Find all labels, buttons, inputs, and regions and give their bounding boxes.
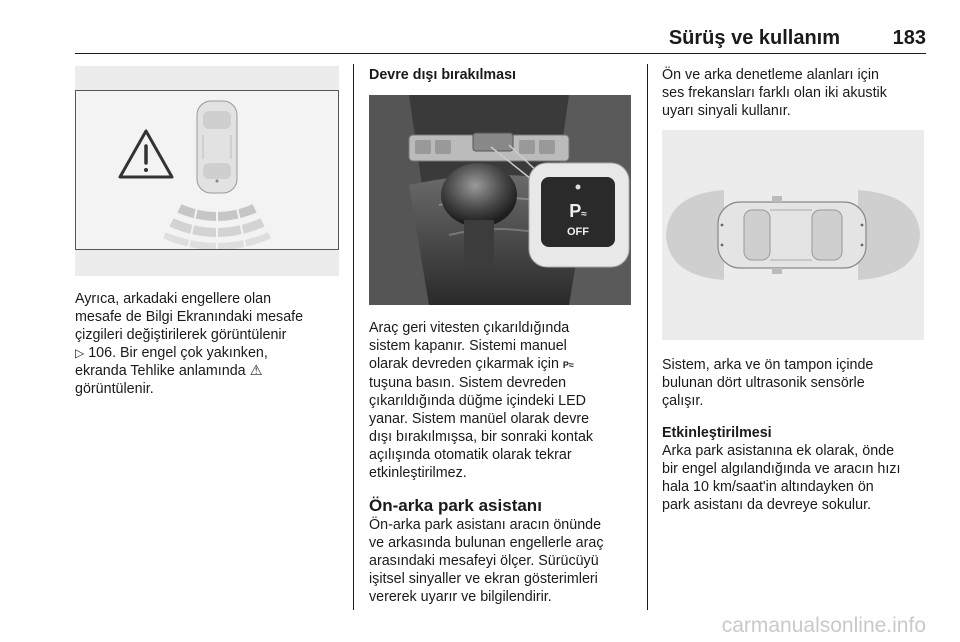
watermark: carmanualsonline.info: [721, 614, 926, 637]
text-line: dışı bırakılmışsa, bir sonraki kontak: [369, 429, 594, 445]
text-line: Ön-arka park asistanı aracın önünde: [369, 517, 602, 533]
text-line: [369, 355, 635, 374]
deactivation-heading: Devre dışı bırakılması: [369, 67, 517, 83]
text-line: işitsel sinyaller ve ekran gösterimleri: [369, 571, 598, 587]
text-span: 106. Bir engel çok yakınken,: [88, 345, 268, 361]
text-line: açılışında otomatik olarak tekrar: [369, 447, 572, 463]
park-assist-off-icon: P≈: [562, 360, 574, 370]
text-line: çizgileri değiştirilerek görüntülenir: [75, 327, 287, 343]
button-label-p: P: [569, 201, 582, 221]
figure-gear-console: [369, 95, 631, 305]
text-span: olarak devreden çıkarmak için: [369, 356, 559, 372]
text-line: uyarı sinyali kullanır.: [662, 103, 791, 119]
column-3-text: [662, 356, 932, 514]
front-rear-park-assist-heading: Ön-arka park asistanı: [369, 496, 542, 515]
text-line: bulunan dört ultrasonik sensörle: [662, 375, 865, 391]
text-line: park asistanı da devreye sokulur.: [662, 497, 872, 513]
text-span: ekranda Tehlike anlamında: [75, 363, 246, 379]
warning-triangle-icon: [120, 131, 172, 177]
text-line: ses frekansları farklı olan iki akustik: [662, 85, 887, 101]
text-line: hala 10 km/saat'in altındayken ön: [662, 479, 874, 495]
page-reference-arrow-icon[interactable]: ▷: [75, 346, 85, 360]
activation-heading: Etkinleştirilmesi: [662, 425, 772, 441]
text-line: etkinleştirilmez.: [369, 465, 467, 481]
text-line: tuşuna basın. Sistem devreden: [369, 375, 567, 391]
column-2-heading-block: [369, 66, 635, 84]
text-line: Ön ve arka denetleme alanları için: [662, 67, 879, 83]
header-divider: [75, 53, 926, 54]
car-top-view-icon: [718, 196, 866, 274]
button-label-off: OFF: [567, 226, 589, 238]
text-line: Ayrıca, arkadaki engellere olan: [75, 291, 272, 307]
text-line: yanar. Sistem manüel olarak devre: [369, 411, 590, 427]
column-divider-2: [647, 64, 648, 610]
text-line: ve arkasında bulunan engellerle araç: [369, 535, 604, 551]
park-assist-off-button-icon: P≈ OFF: [541, 201, 615, 239]
text-line: [75, 344, 345, 362]
column-2-text: [369, 319, 635, 606]
figure-rear-park-warning: [75, 66, 339, 276]
text-line: Sistem, arka ve ön tampon içinde: [662, 357, 874, 373]
text-line: Araç geri vitesten çıkarıldığında: [369, 320, 570, 336]
page-number: 183: [892, 27, 926, 49]
column-divider-1: [353, 64, 354, 610]
car-top-view-icon: [197, 101, 237, 193]
column-3-intro: [662, 66, 932, 120]
text-line: vererek uyarır ve bilgilendirir.: [369, 589, 552, 605]
display-frame: [75, 90, 339, 250]
text-line: sistem kapanır. Sistemi manuel: [369, 338, 567, 354]
column-1-text: [75, 290, 345, 398]
warning-triangle-icon: ⚠: [249, 363, 263, 379]
running-header: Sürüş ve kullanım: [668, 27, 840, 49]
text-line: bir engel algılandığında ve aracın hızı: [662, 461, 901, 477]
figure-front-rear-sensor-zones: [662, 130, 924, 340]
text-line: Arka park asistanına ek olarak, önde: [662, 443, 895, 459]
text-line: arasındaki mesafeyi ölçer. Sürücüyü: [369, 553, 599, 569]
text-line: görüntülenir.: [75, 381, 154, 397]
text-line: [75, 362, 345, 380]
text-line: mesafe de Bilgi Ekranındaki mesafe: [75, 309, 304, 325]
text-line: çalışır.: [662, 393, 704, 409]
text-line: çıkarıldığında düğme içindeki LED: [369, 393, 586, 409]
rear-distance-arcs: [162, 203, 272, 249]
